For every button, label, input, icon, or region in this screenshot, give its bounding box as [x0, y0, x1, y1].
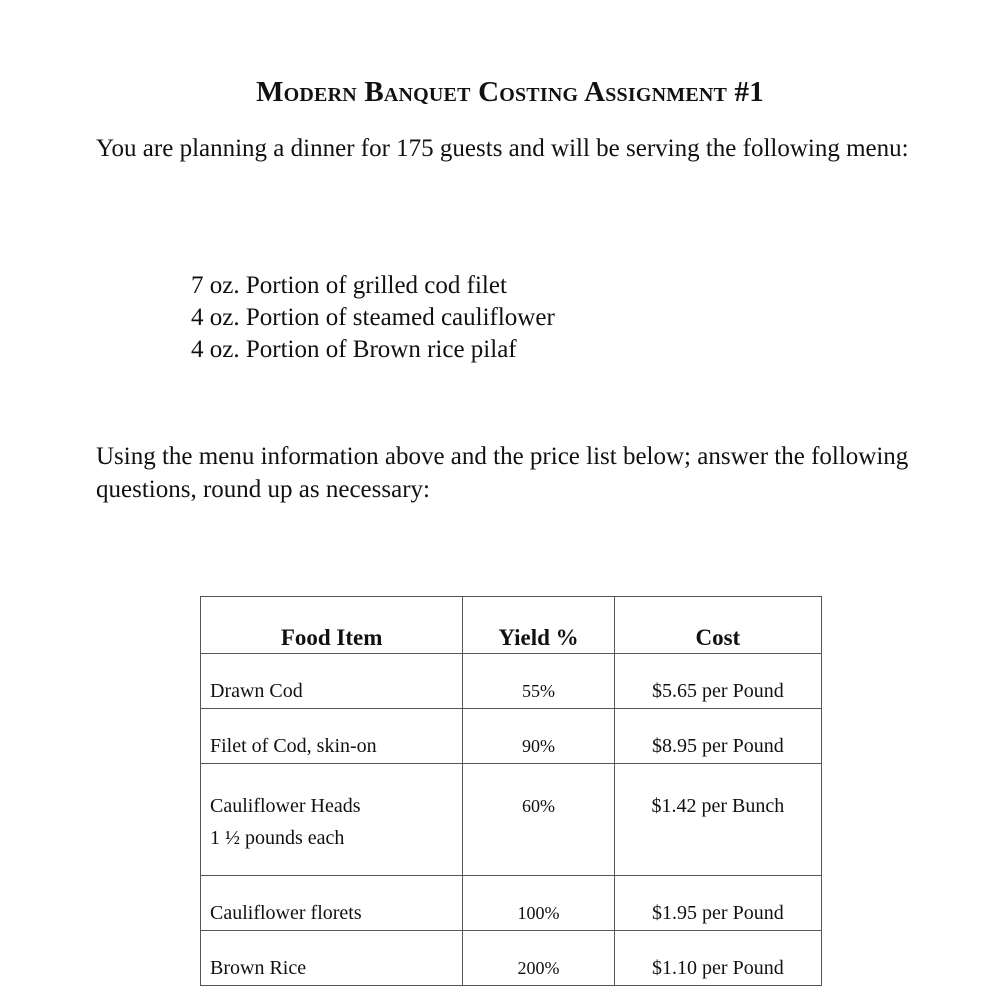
column-header-yield: Yield % — [463, 597, 615, 654]
table-row — [201, 709, 822, 764]
cell-cost: $1.42 per Bunch — [614, 764, 821, 876]
table-header-row — [201, 597, 822, 654]
menu-item: 4 oz. Portion of steamed cauliflower — [191, 304, 555, 331]
cell-yield: 100% — [463, 876, 615, 931]
menu-item: 4 oz. Portion of Brown rice pilaf — [191, 336, 517, 363]
column-header-cost: Cost — [614, 597, 821, 654]
column-header-food-item: Food Item — [201, 597, 463, 654]
cell-cost: $1.10 per Pound — [614, 931, 821, 986]
cell-yield: 90% — [463, 709, 615, 764]
table-row — [201, 876, 822, 931]
assignment-title: Modern Banquet Costing Assignment #1 — [256, 76, 764, 108]
cell-food-item: Cauliflower florets — [201, 876, 463, 931]
table-row — [201, 931, 822, 986]
table-row — [201, 654, 822, 709]
cell-yield: 55% — [463, 654, 615, 709]
menu-list — [191, 270, 555, 366]
cell-food-item-name: Cauliflower Heads — [210, 795, 361, 817]
cell-food-item: Drawn Cod — [201, 654, 463, 709]
cell-cost: $1.95 per Pound — [614, 876, 821, 931]
instructions-paragraph: Using the menu information above and the price list below; answer the following questions, round up as necessary: — [96, 443, 909, 503]
price-list-table — [200, 596, 822, 986]
cell-food-item — [201, 764, 463, 876]
cell-food-item: Brown Rice — [201, 931, 463, 986]
cell-cost: $8.95 per Pound — [614, 709, 821, 764]
cell-cost: $5.65 per Pound — [614, 654, 821, 709]
cell-yield: 60% — [463, 764, 615, 876]
cell-food-item: Filet of Cod, skin-on — [201, 709, 463, 764]
cell-yield: 200% — [463, 931, 615, 986]
table-row — [201, 764, 822, 876]
intro-paragraph: You are planning a dinner for 175 guests and will be serving the following menu: — [96, 135, 909, 162]
cell-food-item-note: 1 ½ pounds each — [210, 827, 345, 849]
menu-item: 7 oz. Portion of grilled cod filet — [191, 272, 507, 299]
